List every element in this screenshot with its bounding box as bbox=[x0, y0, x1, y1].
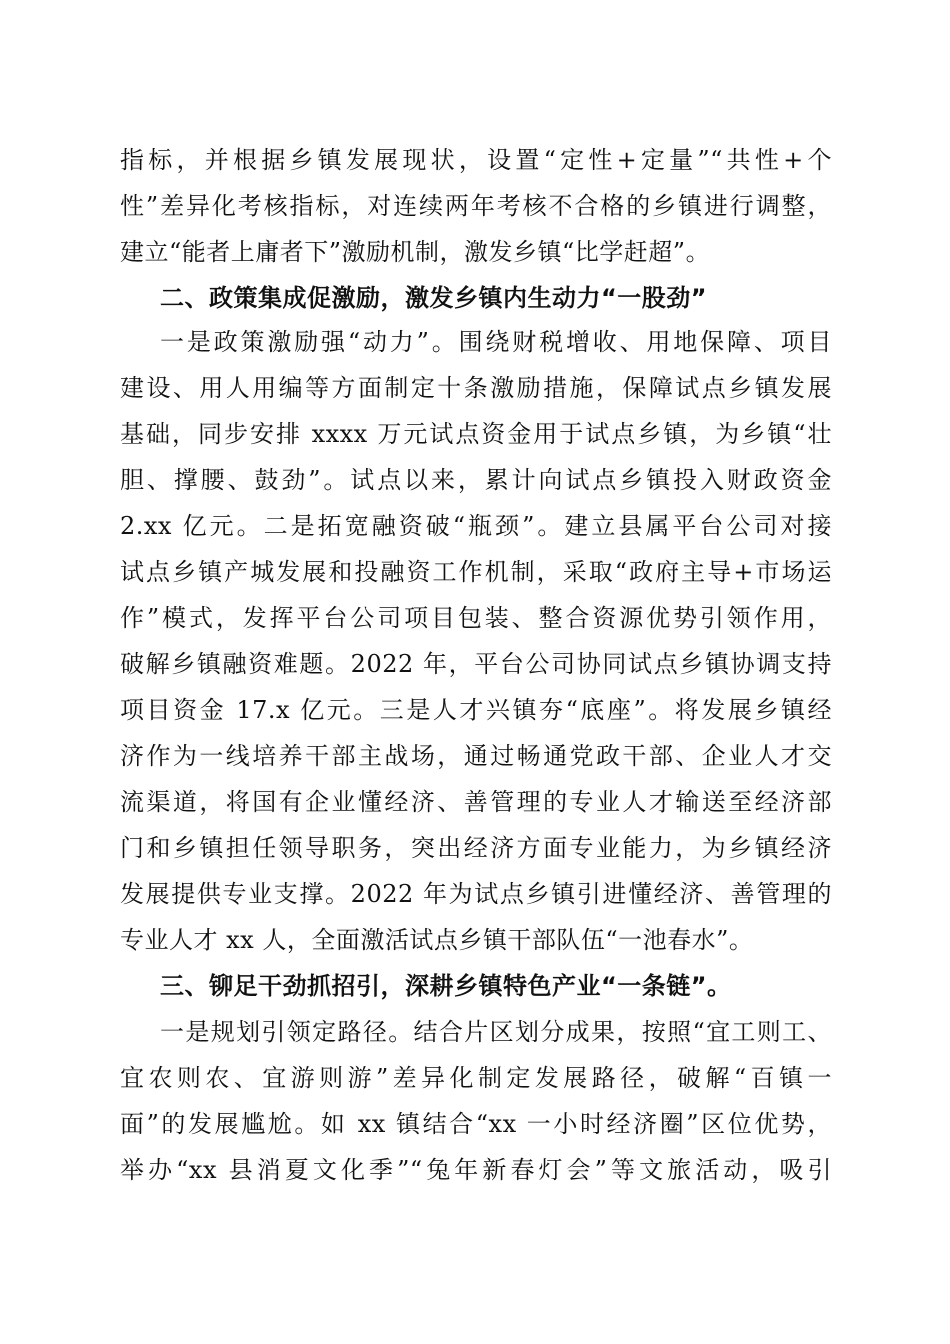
paragraph-line-23: 举办“xx 县消夏文化季”“兔年新春灯会”等文旅活动，吸引 bbox=[120, 1156, 832, 1184]
paragraph-line-11: 作”模式，发挥平台公司项目包装、整合资源优势引领作用， bbox=[120, 604, 832, 632]
paragraph-line-22: 面”的发展尴尬。如 xx 镇结合“xx 一小时经济圈”区位优势， bbox=[120, 1110, 832, 1138]
paragraph-line-20: 一是规划引领定路径。结合片区划分成果，按照“宜工则工、 bbox=[160, 1018, 832, 1046]
paragraph-line-1: 指标，并根据乡镇发展现状，设置“定性+定量”“共性+个 bbox=[120, 146, 832, 174]
paragraph-line-13: 项目资金 17.x 亿元。三是人才兴镇夯“底座”。将发展乡镇经 bbox=[120, 696, 832, 724]
paragraph-line-18: 专业人才 xx 人，全面激活试点乡镇干部队伍“一池春水”。 bbox=[120, 926, 754, 954]
section-heading-2: 二、政策集成促激励，激发乡镇内生动力“一股劲” bbox=[160, 284, 708, 312]
paragraph-line-17: 发展提供专业支撑。2022 年为试点乡镇引进懂经济、善管理的 bbox=[120, 880, 832, 908]
paragraph-line-15: 流渠道，将国有企业懂经济、善管理的专业人才输送至经济部 bbox=[120, 788, 832, 816]
section-heading-3: 三、铆足干劲抓招引，深耕乡镇特色产业“一条链”。 bbox=[160, 972, 732, 1000]
paragraph-line-9: 2.xx 亿元。二是拓宽融资破“瓶颈”。建立县属平台公司对接 bbox=[120, 512, 832, 540]
paragraph-line-12: 破解乡镇融资难题。2022 年，平台公司协同试点乡镇协调支持 bbox=[120, 650, 832, 678]
paragraph-line-5: 一是政策激励强“动力”。围绕财税增收、用地保障、项目 bbox=[160, 328, 832, 356]
paragraph-line-3: 建立“能者上庸者下”激励机制，激发乡镇“比学赶超”。 bbox=[120, 238, 711, 266]
paragraph-line-10: 试点乡镇产城发展和投融资工作机制，采取“政府主导+市场运 bbox=[120, 558, 832, 586]
paragraph-line-16: 门和乡镇担任领导职务，突出经济方面专业能力，为乡镇经济 bbox=[120, 834, 832, 862]
paragraph-line-14: 济作为一线培养干部主战场，通过畅通党政干部、企业人才交 bbox=[120, 742, 832, 770]
paragraph-line-8: 胆、撑腰、鼓劲”。试点以来，累计向试点乡镇投入财政资金 bbox=[120, 466, 832, 494]
paragraph-line-6: 建设、用人用编等方面制定十条激励措施，保障试点乡镇发展 bbox=[120, 374, 832, 402]
paragraph-line-21: 宜农则农、宜游则游”差异化制定发展路径，破解“百镇一 bbox=[120, 1064, 832, 1092]
paragraph-line-7: 基础，同步安排 xxxx 万元试点资金用于试点乡镇，为乡镇“壮 bbox=[120, 420, 832, 448]
paragraph-line-2: 性”差异化考核指标，对连续两年考核不合格的乡镇进行调整， bbox=[120, 192, 832, 220]
